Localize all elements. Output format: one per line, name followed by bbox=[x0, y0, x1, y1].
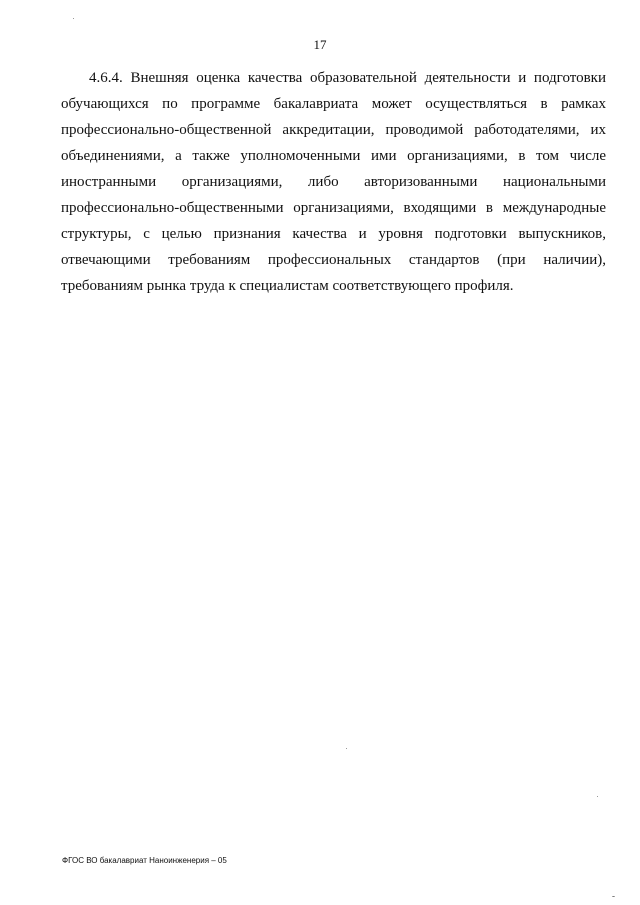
scan-speck bbox=[346, 748, 347, 749]
scan-speck bbox=[612, 896, 615, 897]
footer-note: ФГОС ВО бакалавриат Наноинженерия – 05 bbox=[62, 856, 227, 865]
scan-speck bbox=[597, 796, 598, 797]
body-paragraph: 4.6.4. Внешняя оценка качества образовательной деятельности и подготовки обучающихся по программе бакалавриата может осуществляться в рамках профессионально-общественной аккредитации, проводимой работодателями, их объединениями, а также уполномоченными ими организациями, в том числе иностранными организациями, либо авторизованными национальными профессионально-общественными организациями, входящими в международные структуры, с целью признания качества и уровня подготовки выпускников, отвечающими требованиям профессиональных стандартов (при наличии), требованиям рынка труда к специалистам соответствующего профиля. bbox=[61, 70, 606, 294]
page-number: 17 bbox=[313, 37, 327, 52]
scan-speck bbox=[73, 18, 74, 19]
